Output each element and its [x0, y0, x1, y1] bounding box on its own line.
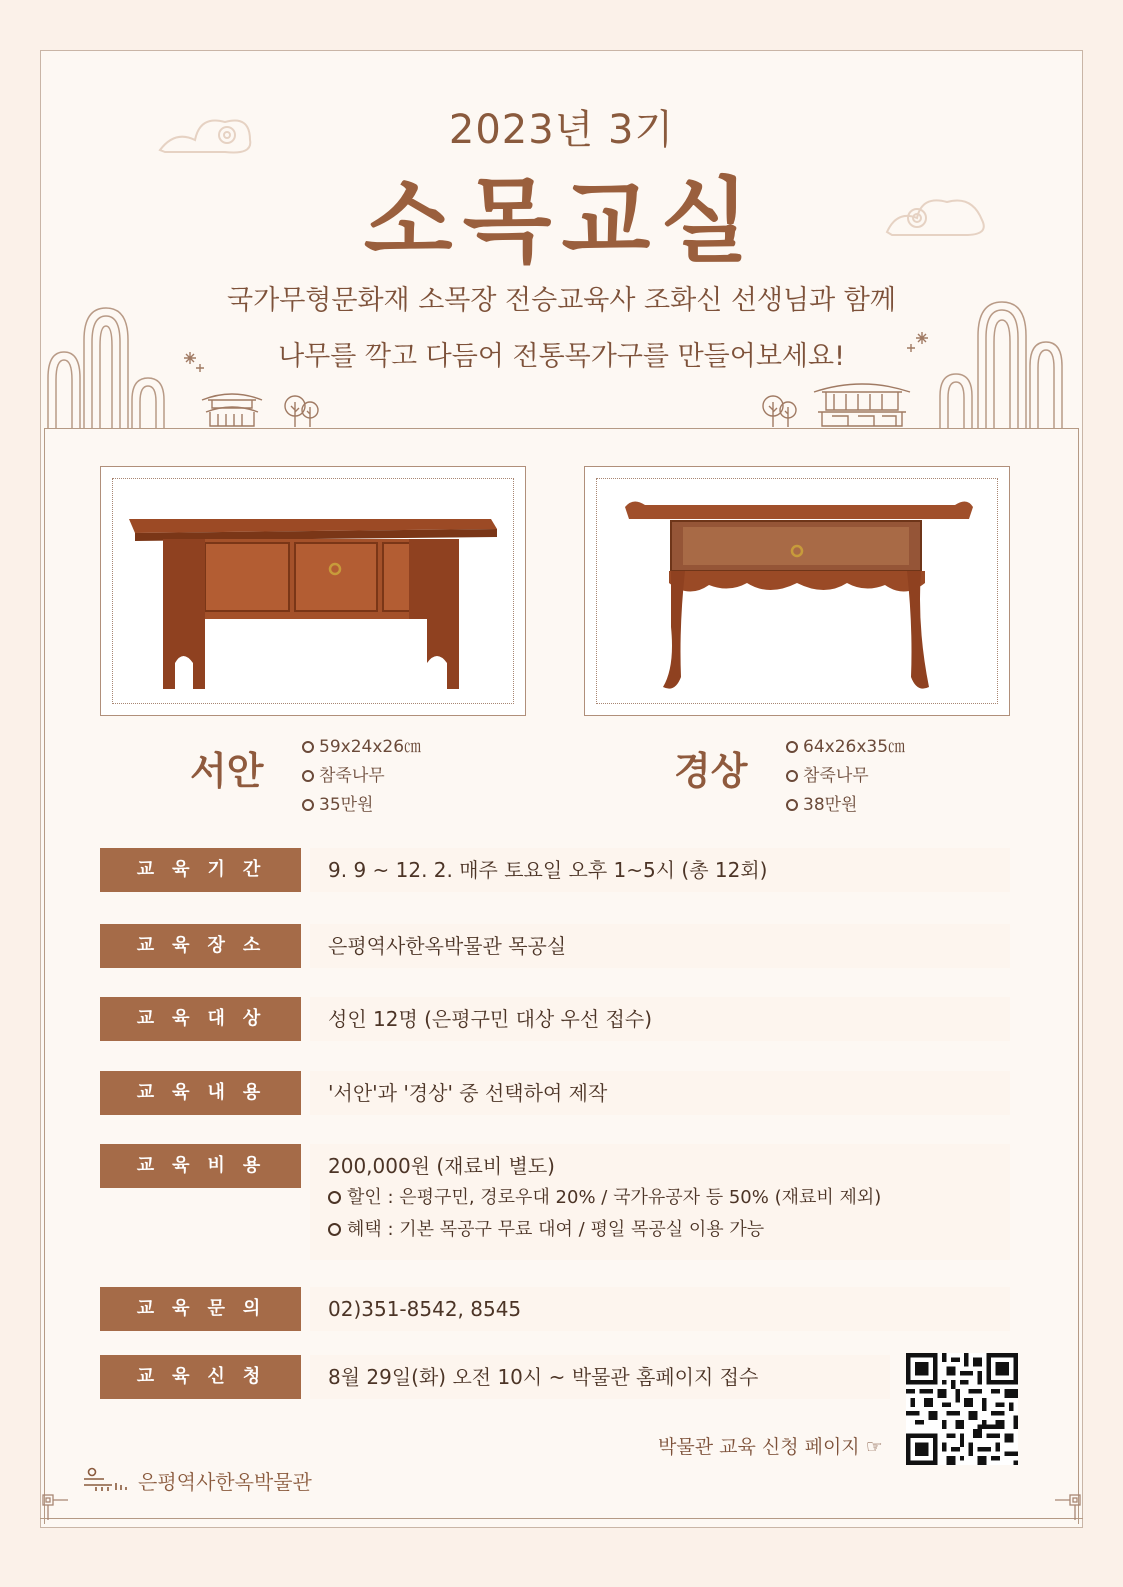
arch-decoration-right — [938, 296, 1068, 430]
cost-discount: 할인 : 은평구민, 경로우대 20% / 국가유공자 등 50% (재료비 제외) — [328, 1182, 1010, 1214]
value-content: '서안'과 '경상' 중 선택하여 제작 — [310, 1071, 1010, 1115]
label-application: 교육신청 — [100, 1355, 301, 1399]
qr-caption-link[interactable]: 박물관 교육 신청 페이지 ☞ — [658, 1436, 883, 1458]
label-target: 교육대상 — [100, 997, 301, 1041]
qr-code[interactable] — [906, 1353, 1018, 1465]
product-name-seoan: 서안 — [190, 748, 264, 793]
museum-logo-icon — [82, 1466, 128, 1492]
spec-material-seoan: 참죽나무 — [302, 761, 385, 786]
subtitle-line-2: 나무를 깍고 다듬어 전통목가구를 만들어보세요! — [278, 341, 845, 372]
cloud-icon — [882, 190, 992, 245]
value-application: 8월 29일(화) 오전 10시 ~ 박물관 홈페이지 접수 — [310, 1355, 890, 1399]
year-term: 2023년 3기 — [448, 107, 675, 153]
cloud-icon — [155, 110, 255, 160]
tree-icon — [282, 392, 322, 428]
spec-size-seoan: 59x24x26㎝ — [302, 732, 421, 757]
label-cost: 교육비용 — [100, 1144, 301, 1188]
label-inquiry: 교육문의 — [100, 1287, 301, 1331]
product-name-gyeongsang: 경상 — [674, 748, 748, 793]
value-location: 은평역사한옥박물관 목공실 — [310, 924, 1010, 968]
spec-price-seoan: 35만원 — [302, 790, 373, 815]
label-location: 교육장소 — [100, 924, 301, 968]
seoan-desk-image — [101, 467, 527, 717]
value-inquiry: 02)351-8542, 8545 — [310, 1287, 1010, 1331]
value-target: 성인 12명 (은평구민 대상 우선 접수) — [310, 997, 1010, 1041]
arch-decoration-left — [44, 300, 174, 430]
hanok-building-icon — [200, 386, 264, 428]
label-period: 교육기간 — [100, 848, 301, 892]
product-photo-gyeongsang — [584, 466, 1010, 716]
hanok-building-icon — [812, 374, 912, 428]
value-cost — [310, 1144, 1010, 1260]
corner-ornament-icon — [40, 1492, 70, 1522]
label-content: 교육내용 — [100, 1071, 301, 1115]
corner-ornament-icon — [1053, 1492, 1083, 1522]
cost-benefit: 혜택 : 기본 목공구 무료 대여 / 평일 목공실 이용 가능 — [328, 1214, 1010, 1246]
spec-material-gyeongsang: 참죽나무 — [786, 761, 869, 786]
page-title: 소목교실 — [363, 167, 760, 275]
spec-price-gyeongsang: 38만원 — [786, 790, 857, 815]
sparkle-icon — [906, 330, 932, 356]
cost-main: 200,000원 (재료비 별도) — [328, 1154, 555, 1178]
bottom-frame-line — [40, 1518, 1083, 1519]
museum-name: 은평역사한옥박물관 — [138, 1470, 312, 1494]
spec-size-gyeongsang: 64x26x35㎝ — [786, 732, 905, 757]
subtitle-line-1: 국가무형문화재 소목장 전승교육사 조화신 선생님과 함께 — [227, 285, 896, 316]
sparkle-icon — [182, 350, 206, 374]
value-period: 9. 9 ~ 12. 2. 매주 토요일 오후 1~5시 (총 12회) — [310, 848, 1010, 892]
product-photo-seoan — [100, 466, 526, 716]
gyeongsang-table-image — [585, 467, 1011, 717]
tree-icon — [760, 392, 800, 428]
